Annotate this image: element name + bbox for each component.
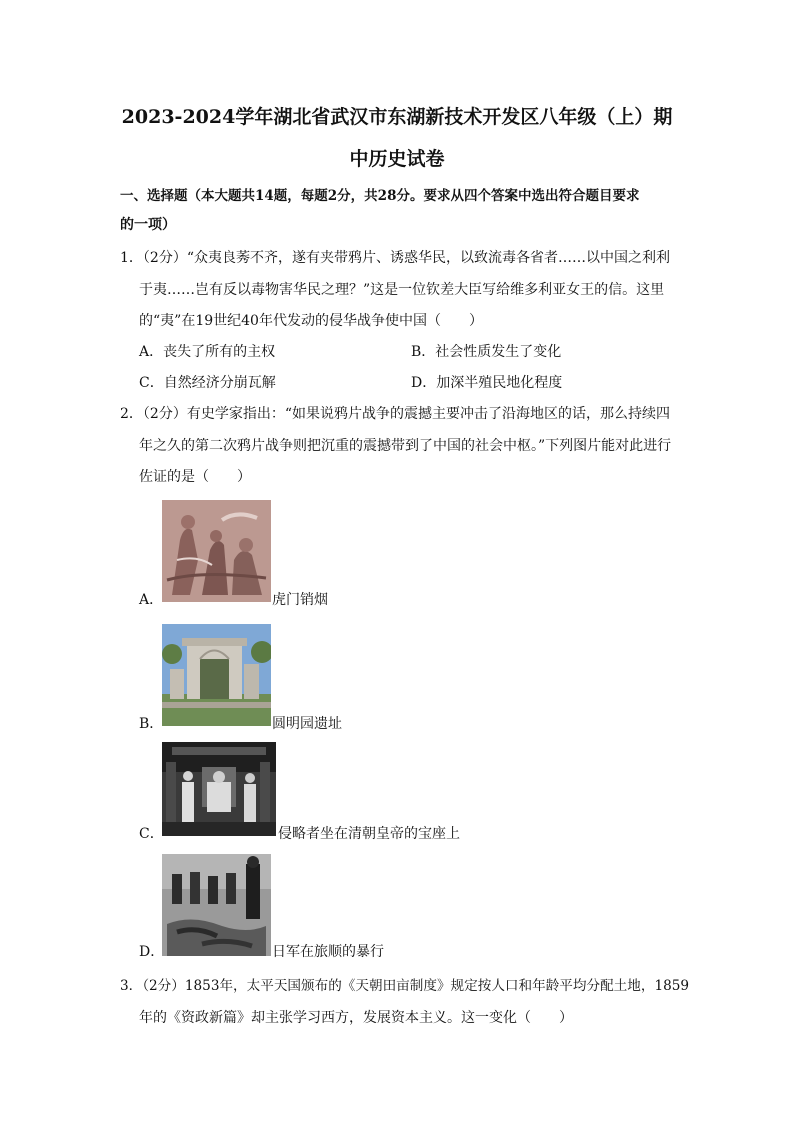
section-heading-line-2: 的一项） <box>120 217 176 233</box>
q1-option-a: A．丧失了所有的主权 <box>139 344 276 360</box>
q2-option-b-caption: 圆明园遗址 <box>272 716 342 732</box>
q2-option-a-letter: A． <box>139 592 164 608</box>
throne-photo <box>162 742 276 836</box>
q1-option-d: D．加深半殖民地化程度 <box>411 375 563 391</box>
q2-option-b-letter: B． <box>139 716 164 732</box>
q3-stem-line-2: 年的《资政新篇》却主张学习西方，发展资本主义。这一变化（ ） <box>139 1010 573 1026</box>
q2-option-d-letter: D． <box>139 944 165 960</box>
yuanmingyuan-ruins-photo <box>162 624 271 726</box>
q2-stem-line-1: 2．（2分）有史学家指出：“如果说鸦片战争的震撼主要冲击了沿海地区的话，那么持续四 <box>120 406 670 422</box>
q2-option-c-caption: 侵略者坐在清朝皇帝的宝座上 <box>278 826 460 842</box>
humen-relief-photo <box>162 500 271 602</box>
lushun-massacre-photo <box>162 854 271 956</box>
q2-option-a-caption: 虎门销烟 <box>272 592 328 608</box>
q1-option-b: B．社会性质发生了变化 <box>411 344 562 360</box>
q3-stem-line-1: 3．（2分）1853年，太平天国颁布的《天朝田亩制度》规定按人口和年龄平均分配土地，1859 <box>120 978 690 994</box>
q2-stem-line-3: 佐证的是（ ） <box>139 469 251 485</box>
q1-stem-line-2: 于夷……岂有反以毒物害华民之理？”这是一位钦差大臣写给维多利亚女王的信。这里 <box>139 282 665 298</box>
q1-stem-line-3: 的“夷”在19世纪40年代发动的侵华战争使中国（ ） <box>139 313 483 329</box>
q2-option-d-caption: 日军在旅顺的暴行 <box>272 944 384 960</box>
q2-stem-line-2: 年之久的第二次鸦片战争则把沉重的震撼带到了中国的社会中枢。”下列图片能对此进行 <box>139 438 672 454</box>
exam-title-line-1: 2023-2024学年湖北省武汉市东湖新技术开发区八年级（上）期 <box>121 106 673 128</box>
q2-option-c-letter: C． <box>139 826 164 842</box>
q1-option-c: C．自然经济分崩瓦解 <box>139 375 276 391</box>
exam-title-line-2: 中历史试卷 <box>349 148 445 170</box>
q1-stem-line-1: 1．（2分）“众夷良莠不齐，遂有夹带鸦片、诱惑华民，以致流毒各省者……以中国之利利 <box>120 250 670 266</box>
section-heading-line-1: 一、选择题（本大题共14题，每题2分，共28分。要求从四个答案中选出符合题目要求 <box>120 188 640 204</box>
